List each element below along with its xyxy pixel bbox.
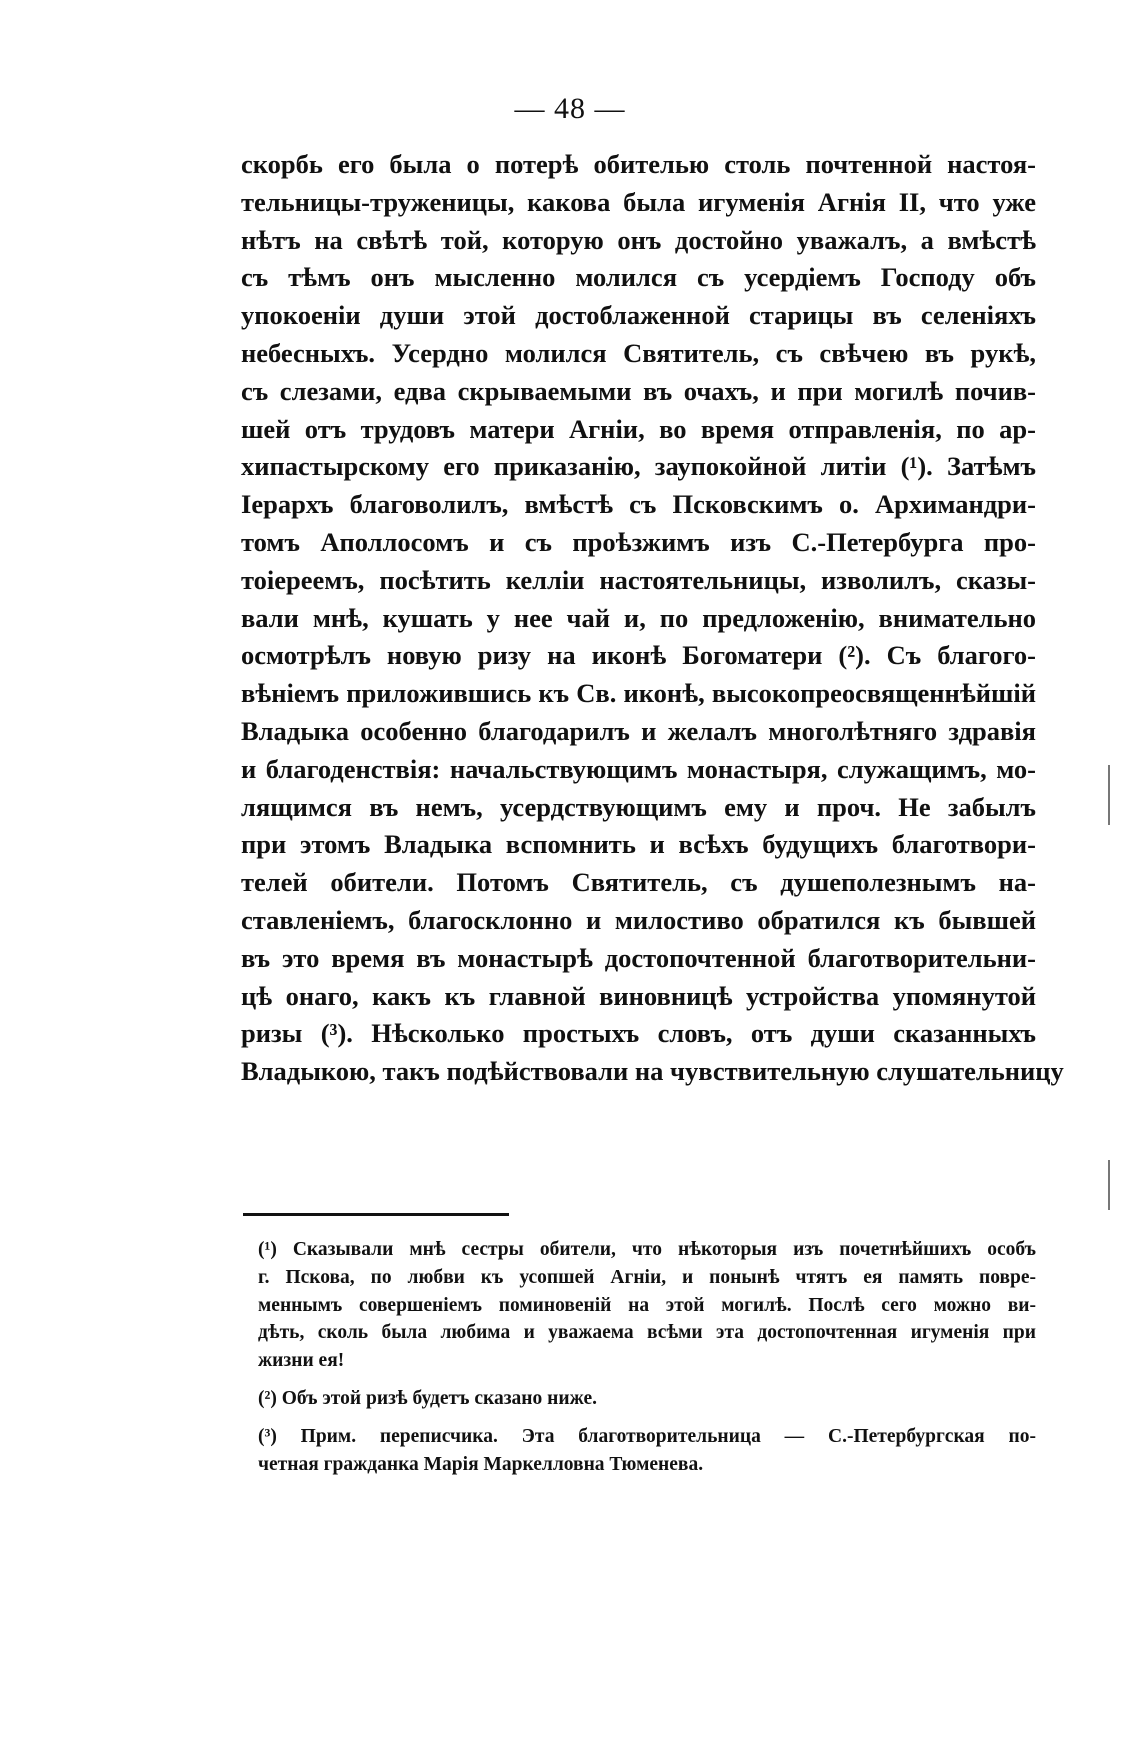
text-line: съ слезами, едва скрываемыми въ очахъ, и при могилѣ почив- <box>241 375 1036 406</box>
page-number: — 48 — <box>514 92 626 125</box>
text-line: томъ Аполлосомъ и съ проѣзжимъ изъ С.-Петербурга про- <box>241 526 1036 557</box>
main-text <box>241 146 1064 1091</box>
footnote-1-line: дѣть, сколь была любима и уважаема всѣми эта достопочтенная игуменія при <box>258 1322 1036 1344</box>
footnote-divider <box>243 1213 509 1216</box>
footnote-1-line: г. Пскова, по любви къ усопшей Агніи, и понынѣ чтятъ ея память повре- <box>258 1266 1036 1288</box>
text-line: тельницы-труженицы, какова была игуменія Агнія II, что уже <box>241 186 1036 217</box>
footnote-1-line: жизни ея! <box>258 1350 345 1372</box>
text-line: шей отъ трудовъ матери Агніи, во время отправленія, по ар- <box>241 413 1036 444</box>
text-line: Владыкою, такъ подѣйствовали на чувствительную слушательницу <box>241 1056 1064 1087</box>
text-line: ризы (³). Нѣсколько простыхъ словъ, отъ души сказанныхъ <box>241 1018 1036 1049</box>
footnote-1-line: меннымъ совершеніемъ поминовеній на этой могилѣ. Послѣ сего можно ви- <box>258 1294 1036 1316</box>
text-line: съ тѣмъ онъ мысленно молился съ усердіемъ Господу объ <box>241 262 1036 293</box>
scan-edge-mark <box>1108 765 1110 825</box>
footnote-3-line: (³) Прим. переписчика. Эта благотворительница — С.-Петербургская по- <box>258 1425 1036 1447</box>
text-line: Владыка особенно благодарилъ и желалъ многолѣтняго здравія <box>241 715 1036 746</box>
text-line: цѣ онаго, какъ къ главной виновницѣ устройства упомянутой <box>241 980 1036 1011</box>
text-line: тоіереемъ, посѣтить келліи настоятельницы, изволилъ, сказы- <box>241 564 1036 595</box>
text-line: осмотрѣлъ новую ризу на иконѣ Богоматери (²). Съ благого- <box>241 640 1036 671</box>
footnote-3-line: четная гражданка Марія Маркелловна Тюменева. <box>258 1453 704 1475</box>
text-line: вѣніемъ приложившись къ Св. иконѣ, высокопреосвященнѣйшій <box>241 678 1036 709</box>
text-line: Іерархъ благоволилъ, вмѣстѣ съ Псковскимъ о. Архимандри- <box>241 489 1036 520</box>
text-line: вали мнѣ, кушать у нее чай и, по предложенію, внимательно <box>241 602 1036 633</box>
text-line: скорбь его была о потерѣ обителью столь почтенной настоя- <box>241 149 1036 179</box>
scan-edge-mark <box>1108 1160 1110 1210</box>
footnote-2-line: (²) Объ этой ризѣ будетъ сказано ниже. <box>258 1387 598 1409</box>
footnotes <box>258 1236 1036 1478</box>
text-line: небесныхъ. Усердно молился Святитель, съ свѣчею въ рукѣ, <box>241 337 1036 368</box>
footnote-1-line: (¹) Сказывали мнѣ сестры обители, что нѣкоторыя изъ почетнѣйшихъ особъ <box>258 1239 1036 1260</box>
text-line: упокоеніи души этой достоблаженной старицы въ селеніяхъ <box>241 300 1036 331</box>
text-line: и благоденствія: начальствующимъ монастыря, служащимъ, мо- <box>241 753 1036 784</box>
text-line: лящимся въ немъ, усердствующимъ ему и проч. Не забылъ <box>241 791 1036 822</box>
text-line: ставленіемъ, благосклонно и милостиво обратился къ бывшей <box>241 904 1036 935</box>
text-line: хипастырскому его приказанію, заупокойной литіи (¹). Затѣмъ <box>241 451 1036 482</box>
text-line: телей обители. Потомъ Святитель, съ душеполезнымъ на- <box>241 867 1036 898</box>
text-line: въ это время въ монастырѣ достопочтенной благотворительни- <box>241 942 1036 973</box>
text-line: нѣтъ на свѣтѣ той, которую онъ достойно уважалъ, а вмѣстѣ <box>241 224 1036 255</box>
text-line: при этомъ Владыка вспомнить и всѣхъ будущихъ благотвори- <box>241 829 1036 860</box>
